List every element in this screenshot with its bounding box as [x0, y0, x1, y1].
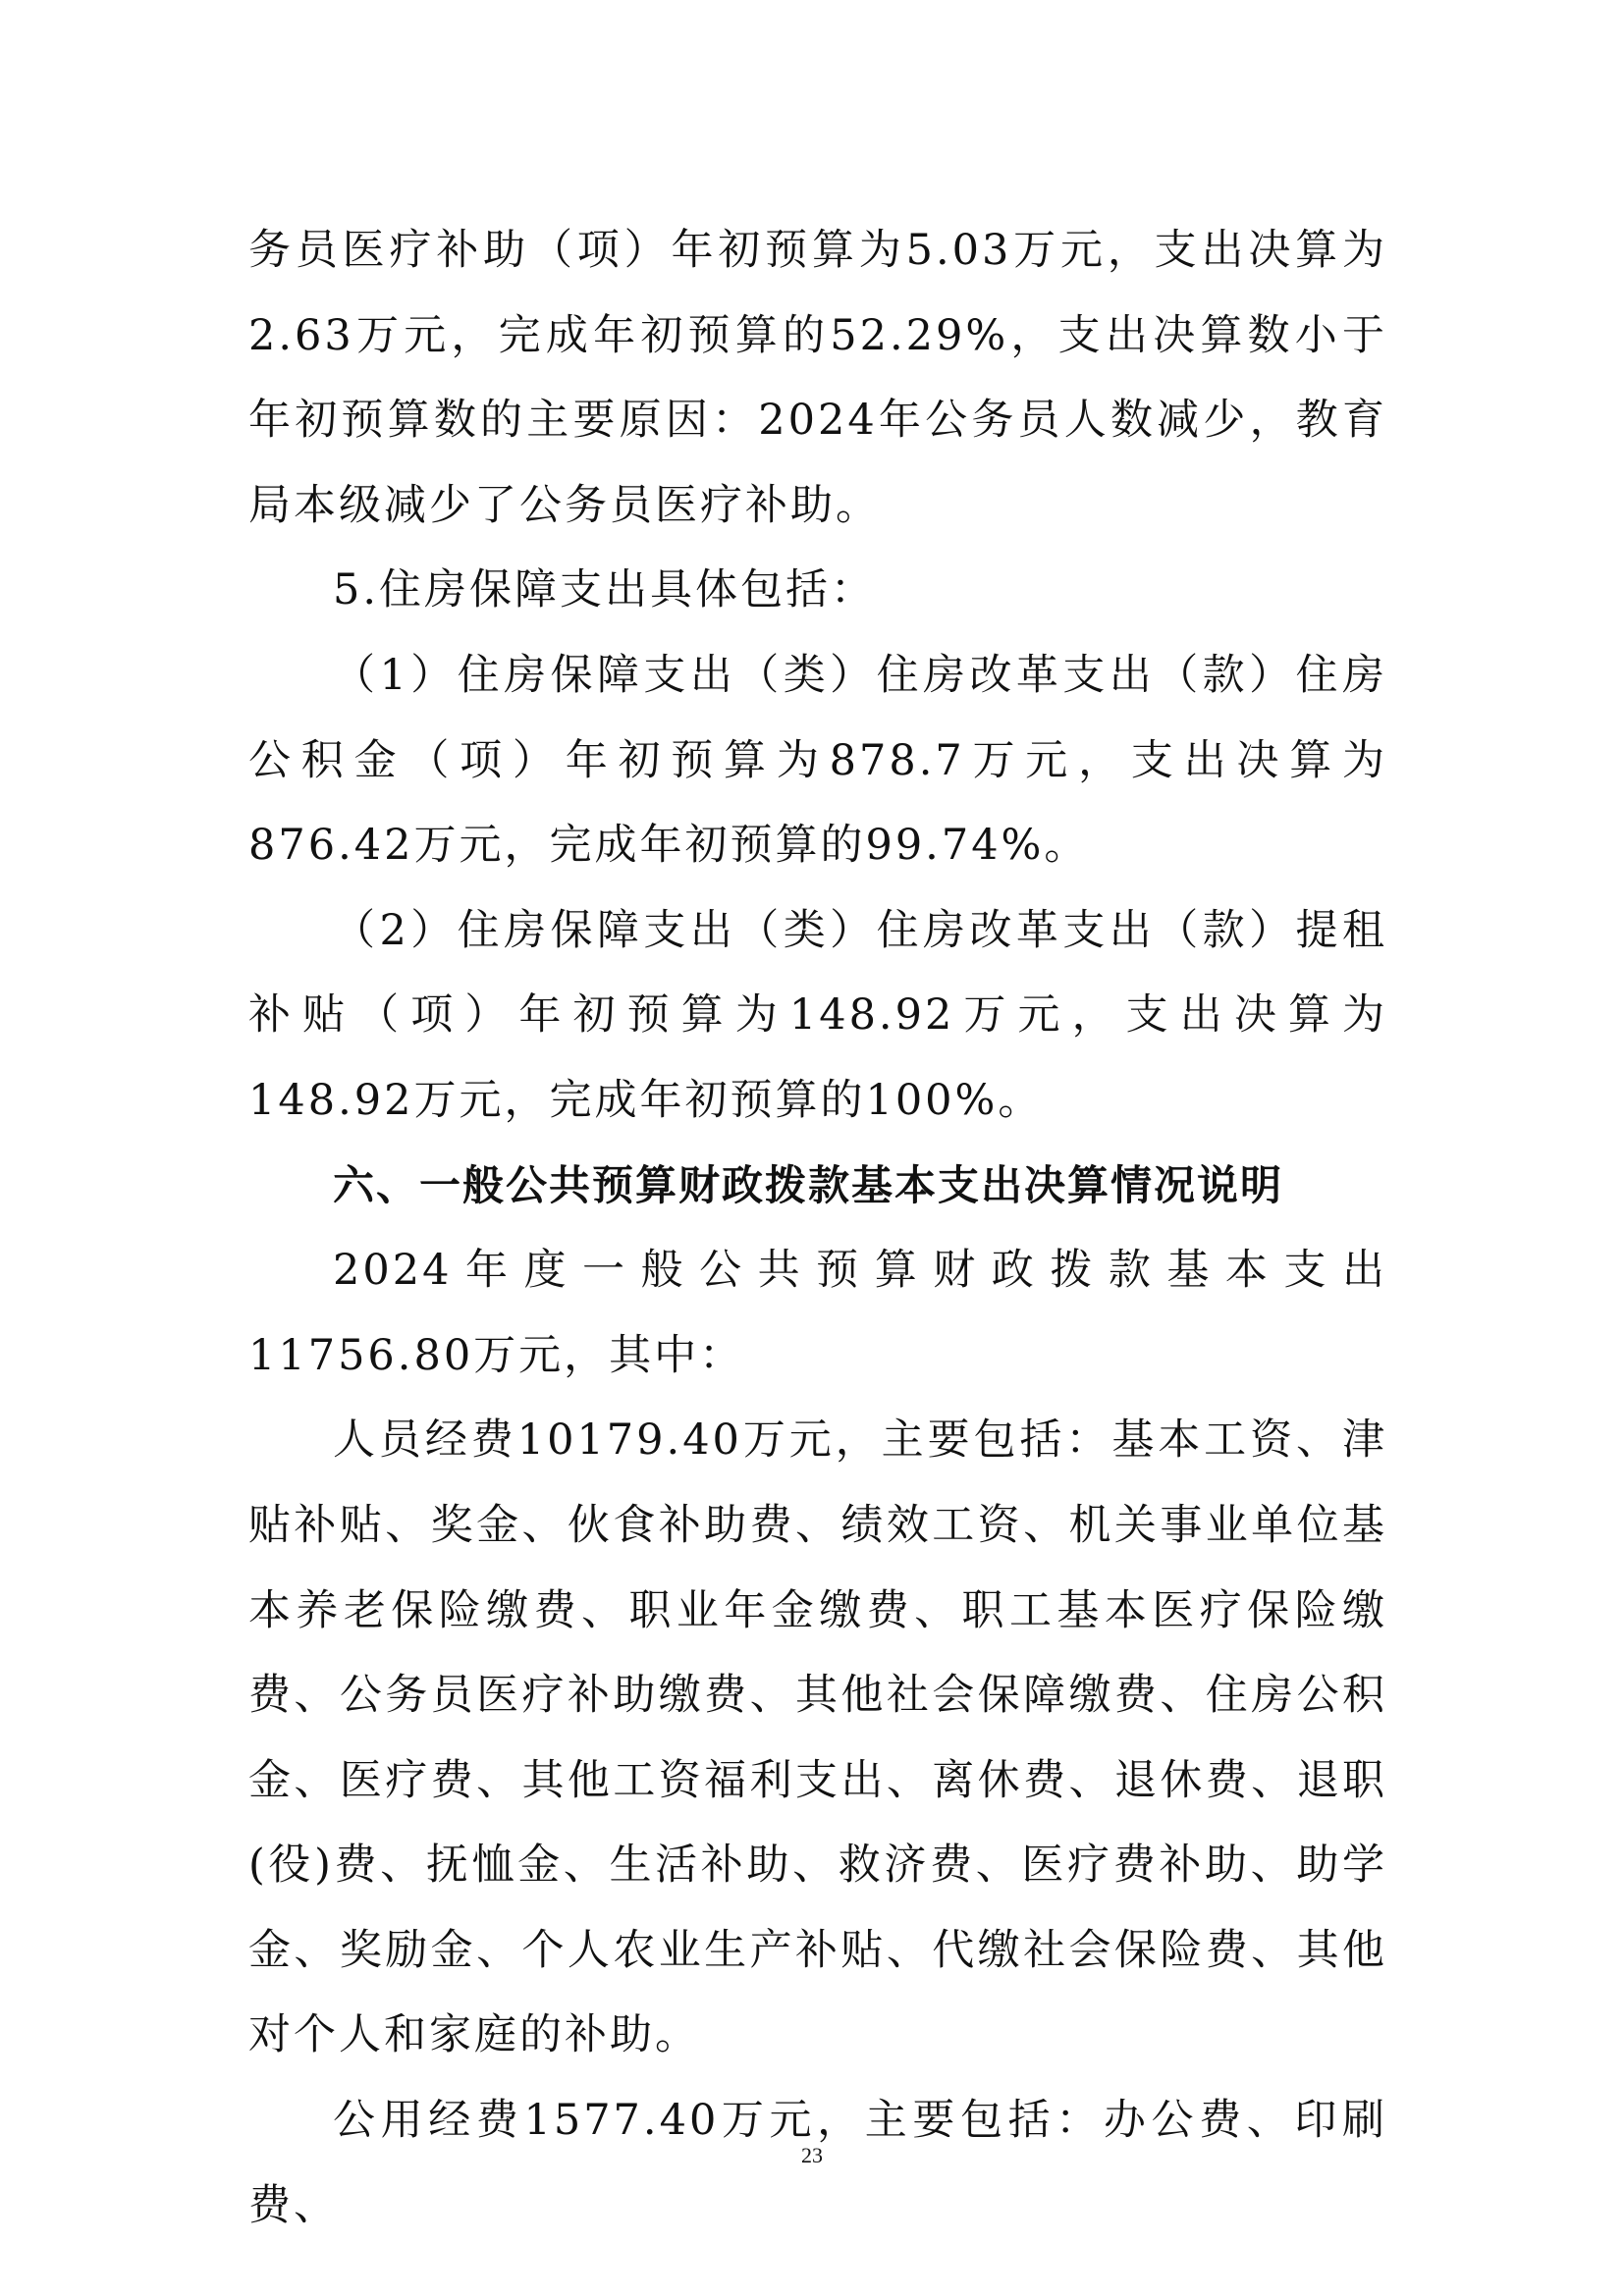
page-number: 23 — [801, 2143, 823, 2167]
paragraph-housing-intro: 5.住房保障支出具体包括： — [333, 565, 877, 615]
paragraph-rent-subsidy: （2）住房保障支出（类）住房改革支出（款）提租补贴（项）年初预算为148.92万元，支出决算为148.92万元，完成年初预算的100%。 — [248, 905, 1387, 1125]
paragraph-housing-fund: （1）住房保障支出（类）住房改革支出（款）住房公积金（项）年初预算为878.7万元，支出决算为876.42万元，完成年初预算的99.74%。 — [248, 650, 1387, 871]
section-heading-basic-expenditure: 六、一般公共预算财政拨款基本支出决算情况说明 — [333, 1160, 1284, 1209]
paragraph-medical-subsidy: 务员医疗补助（项）年初预算为5.03万元，支出决算为2.63万元，完成年初预算的52.29%，支出决算数小于年初预算数的主要原因：2024年公务员人数减少，教育局本级减少了公务员医疗补助。 — [248, 226, 1387, 530]
paragraph-public-expenses: 公用经费1577.40万元，主要包括：办公费、印刷费、 — [248, 2096, 1387, 2230]
paragraph-basic-expenditure-total: 2024年度一般公共预算财政拨款基本支出11756.80万元，其中： — [248, 1246, 1387, 1380]
document-body — [248, 208, 1387, 2248]
paragraph-personnel-expenses: 人员经费10179.40万元，主要包括：基本工资、津贴补贴、奖金、伙食补助费、绩效工资、机关事业单位基本养老保险缴费、职业年金缴费、职工基本医疗保险缴费、公务员医疗补助缴费、其他社会保障缴费、住房公积金、医疗费、其他工资福利支出、离休费、退休费、退职(役)费、抚恤金、生活补助、救济费、医疗费补助、助学金、奖励金、个人农业生产补贴、代缴社会保险费、其他对个人和家庭的补助。 — [248, 1415, 1387, 2060]
